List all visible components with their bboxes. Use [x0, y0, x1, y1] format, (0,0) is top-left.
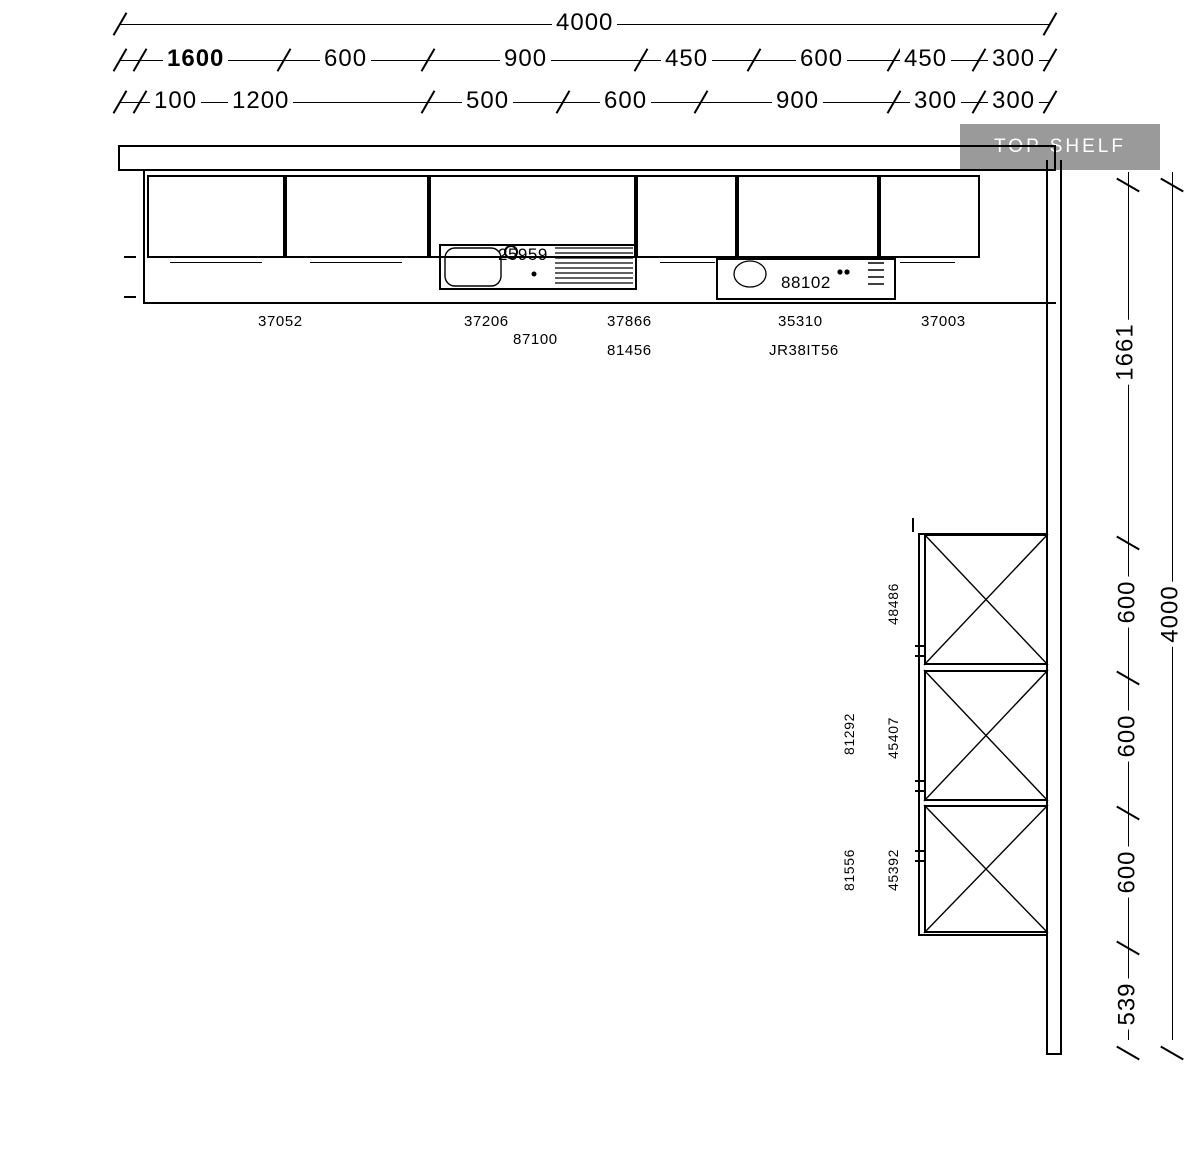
cabinet-handle-2 [915, 655, 925, 657]
cabinet-unit-1 [147, 175, 285, 258]
cross-hatch-icon [924, 534, 1048, 665]
right-code-45392: 45392 [884, 849, 901, 891]
right-code-45407: 45407 [884, 717, 901, 759]
dim-right-600-c: 600 [1114, 846, 1142, 897]
right-code-48486: 48486 [884, 583, 901, 625]
wall-marker-upper [124, 256, 136, 258]
cabinet-unit-6 [879, 175, 980, 258]
right-code-81292: 81292 [840, 713, 857, 755]
right-wall-inner [1060, 160, 1062, 1055]
unit-code-37003: 37003 [921, 313, 966, 330]
cabinet-handle-5 [915, 850, 925, 852]
dim-r2-600: 600 [320, 45, 371, 73]
dim-r2-300: 300 [988, 45, 1039, 73]
bench-detail-2 [310, 262, 402, 263]
run-end-marker [912, 518, 914, 532]
sink-code-label: 25959 [498, 245, 548, 264]
dim-r2-600b: 600 [796, 45, 847, 73]
unit-code-81456: 81456 [607, 342, 652, 359]
dim-r3-300b: 300 [988, 87, 1039, 115]
dim-tick [1160, 1046, 1184, 1061]
right-code-81556: 81556 [840, 849, 857, 891]
dim-r2-1600: 1600 [163, 45, 228, 73]
dim-r3-300a: 300 [910, 87, 961, 115]
dim-r2-450: 450 [661, 45, 712, 73]
unit-code-87100: 87100 [513, 331, 558, 348]
unit-code-jr38it56: JR38IT56 [769, 342, 839, 359]
cabinet-unit-2 [285, 175, 429, 258]
right-wall-cap [1046, 1053, 1062, 1055]
dim-r2-450b: 450 [900, 45, 951, 73]
cabinet-unit-5 [737, 175, 879, 258]
run-left-edge [143, 171, 145, 302]
run-baseline [143, 302, 1056, 304]
right-run-back-edge [918, 533, 920, 936]
bench-detail-4 [900, 262, 955, 263]
cabinet-handle-3 [915, 780, 925, 782]
cross-hatch-icon [924, 670, 1048, 801]
right-run-bottom-edge [918, 934, 1048, 936]
dim-r3-600: 600 [600, 87, 651, 115]
dim-r3-500: 500 [462, 87, 513, 115]
wall-marker-lower [124, 296, 136, 298]
dim-r3-1200: 1200 [228, 87, 293, 115]
dim-right-600-b: 600 [1114, 710, 1142, 761]
cabinet-handle-6 [915, 860, 925, 862]
bench-detail-3 [660, 262, 715, 263]
cabinet-unit-4 [636, 175, 737, 258]
cross-hatch-icon [924, 805, 1048, 933]
cabinet-handle-1 [915, 645, 925, 647]
hob-code-label: 88102 [781, 273, 831, 292]
dim-tick [1116, 1046, 1140, 1061]
unit-code-37052: 37052 [258, 313, 303, 330]
bench-detail-1 [170, 262, 262, 263]
unit-code-37866: 37866 [607, 313, 652, 330]
wall-band-horizontal [118, 145, 1056, 171]
dim-right-overall-4000: 4000 [1157, 581, 1185, 646]
dim-right-600-a: 600 [1114, 576, 1142, 627]
watermark-text: TOP SHELF [994, 136, 1126, 157]
dim-right-1661: 1661 [1112, 319, 1140, 384]
dim-r3-900: 900 [772, 87, 823, 115]
dim-overall-4000: 4000 [552, 9, 617, 37]
dim-r2-900: 900 [500, 45, 551, 73]
unit-code-35310: 35310 [778, 313, 823, 330]
dim-r3-100: 100 [150, 87, 201, 115]
dim-right-539: 539 [1114, 978, 1142, 1029]
cabinet-handle-4 [915, 790, 925, 792]
unit-code-37206: 37206 [464, 313, 509, 330]
